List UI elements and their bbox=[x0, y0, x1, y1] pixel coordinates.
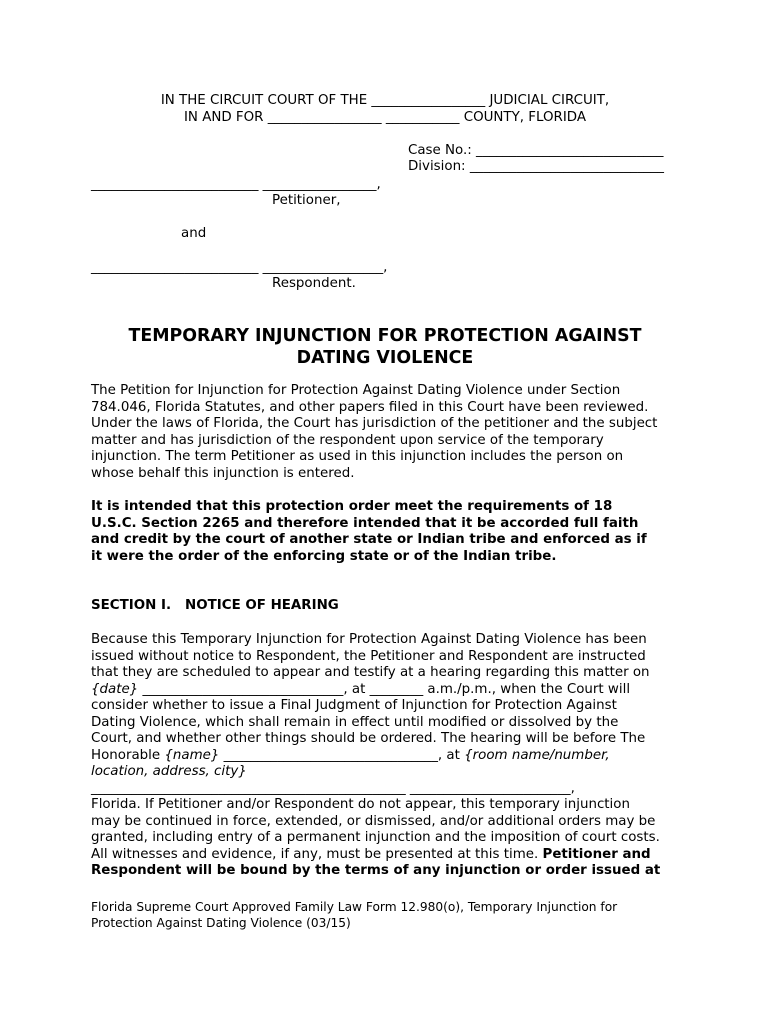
paragraph-line: that they are scheduled to appear and testify at a hearing regarding this matter on bbox=[91, 665, 650, 680]
paragraph-line: matter and has jurisdiction of the respondent upon service of the temporary bbox=[91, 432, 604, 448]
paragraph-line: Court, and whether other things should be ordered. The hearing will be before The bbox=[91, 731, 646, 746]
court-line-2: IN AND FOR _________________ ___________ COUNTY, FLORIDA bbox=[183, 110, 587, 125]
intro-paragraph bbox=[91, 383, 691, 482]
location-blank-line: _______________________________________________ ________________________, bbox=[91, 780, 575, 796]
paragraph-line: 784.046, Florida Statutes, and other papers filed in this Court have been reviewed. bbox=[91, 399, 649, 415]
paragraph-line bbox=[91, 748, 691, 765]
honorable-text: Honorable bbox=[91, 747, 165, 763]
and-label: and bbox=[181, 226, 207, 241]
petitioner-label: Petitioner, bbox=[272, 193, 341, 208]
document-title-line-1: TEMPORARY INJUNCTION FOR PROTECTION AGAINST bbox=[128, 326, 642, 346]
respondent-label: Respondent. bbox=[272, 276, 356, 291]
full-faith-credit-paragraph bbox=[91, 499, 691, 565]
hearing-time-text: ______________________________, at ________ a.m./p.m., when the Court will bbox=[138, 681, 631, 697]
paragraph-line: U.S.C. Section 2265 and therefore intended that it be accorded full faith bbox=[91, 515, 639, 531]
paragraph-line: It is intended that this protection order meet the requirements of 18 bbox=[91, 499, 613, 514]
judge-name-blank: ________________________________, at bbox=[219, 747, 465, 763]
paragraph-line: The Petition for Injunction for Protection Against Dating Violence under Section bbox=[91, 383, 621, 398]
paragraph-line: Under the laws of Florida, the Court has jurisdiction of the petitioner and the subject bbox=[91, 416, 658, 431]
footer-line: Protection Against Dating Violence (03/15) bbox=[91, 915, 351, 930]
paragraph-line: consider whether to issue a Final Judgment of Injunction for Protection Against bbox=[91, 698, 617, 713]
paragraph-line bbox=[91, 682, 691, 699]
paragraph-line: and credit by the court of another state or Indian tribe and enforced as if bbox=[91, 532, 647, 547]
paragraph-line bbox=[91, 847, 691, 864]
witnesses-text: All witnesses and evidence, if any, must be presented at this time. bbox=[91, 846, 543, 862]
respondent-name-line: _________________________ __________________, bbox=[91, 260, 388, 275]
division-field: Division: _____________________________ bbox=[408, 159, 664, 174]
notice-of-hearing-paragraph bbox=[91, 632, 691, 880]
judge-name-placeholder: {name} bbox=[164, 747, 220, 763]
paragraph-line: it were the order of the enforcing state or of the Indian tribe. bbox=[91, 548, 557, 564]
paragraph-line: whose behalf this injunction is entered. bbox=[91, 465, 355, 481]
paragraph-line: Because this Temporary Injunction for Protection Against Dating Violence has been bbox=[91, 632, 647, 647]
case-number-field: Case No.: ____________________________ bbox=[408, 143, 664, 158]
paragraph-line: granted, including entry of a permanent injunction and the imposition of court costs. bbox=[91, 830, 660, 845]
form-footer bbox=[91, 900, 617, 931]
court-line-1: IN THE CIRCUIT COURT OF THE _________________ JUDICIAL CIRCUIT, bbox=[160, 93, 610, 108]
paragraph-line: Florida. If Petitioner and/or Respondent do not appear, this temporary injunction bbox=[91, 797, 630, 812]
section-1-heading: SECTION I. NOTICE OF HEARING bbox=[91, 598, 339, 613]
paragraph-line: issued without notice to Respondent, the Petitioner and Respondent are instructed bbox=[91, 648, 646, 664]
bound-by-terms-text: Petitioner and bbox=[542, 846, 651, 862]
date-placeholder: {date} bbox=[91, 681, 139, 697]
document-title-line-2: DATING VIOLENCE bbox=[296, 348, 474, 368]
footer-line: Florida Supreme Court Approved Family Law Form 12.980(o), Temporary Injunction for bbox=[91, 900, 618, 914]
petitioner-name-line: _________________________ _________________, bbox=[91, 177, 381, 192]
room-placeholder: {room name/number, bbox=[464, 747, 610, 763]
paragraph-line: injunction. The term Petitioner as used in this injunction includes the person on bbox=[91, 449, 624, 464]
paragraph-line: may be continued in force, extended, or dismissed, and/or additional orders may be bbox=[91, 813, 656, 829]
paragraph-line: Dating Violence, which shall remain in effect until modified or dissolved by the bbox=[91, 714, 619, 730]
paragraph-line: Respondent will be bound by the terms of any injunction or order issued at bbox=[91, 863, 661, 878]
location-placeholder: location, address, city} bbox=[91, 764, 247, 779]
